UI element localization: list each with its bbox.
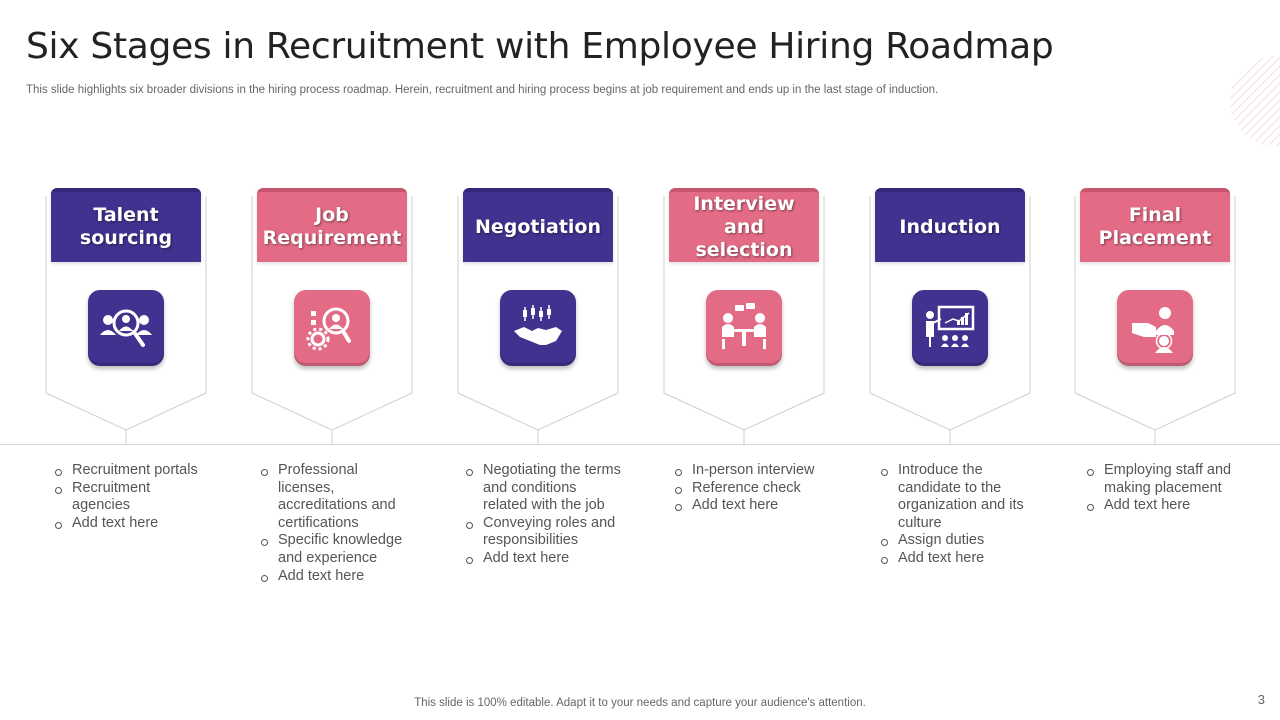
list-item: Introduce the candidate to the organization and its culture (878, 462, 1038, 532)
stage-title: Induction (899, 215, 1001, 238)
stage-list-job-requirement (258, 462, 418, 585)
list-item: Add text here (1084, 497, 1244, 515)
stage-card-interview-selection (663, 188, 825, 448)
list-item: Add text here (672, 497, 832, 515)
slide-subtitle: This slide highlights six broader divisions in the hiring process roadmap. Herein, recruitment and hiring process begins at job requirement and ends up in the last stage of induction. (26, 84, 939, 96)
list-item: Add text here (878, 550, 1038, 568)
list-item: In-person interview (672, 462, 832, 480)
list-item: Specific knowledge and experience (258, 532, 418, 567)
stage-card-job-requirement (251, 188, 413, 448)
list-item: Add text here (258, 568, 418, 586)
list-item: Reference check (672, 480, 832, 498)
stage-list-negotiation (463, 462, 623, 568)
stage-card-talent-sourcing (45, 188, 207, 448)
list-item: Employing staff and making placement (1084, 462, 1244, 497)
stage-title: Job Requirement (262, 204, 402, 249)
stage-title: Final Placement (1098, 204, 1212, 249)
interview-icon (706, 290, 782, 366)
list-item: Add text here (463, 550, 623, 568)
stage-list-talent-sourcing (52, 462, 212, 532)
stage-title: Interview and selection (693, 192, 795, 261)
presentation-icon (912, 290, 988, 366)
footer-note: This slide is 100% editable. Adapt it to your needs and capture your audience's attention. (414, 697, 866, 709)
list-item: Negotiating the terms and conditions related with the job (463, 462, 623, 515)
list-item: Recruitment portals (52, 462, 212, 480)
stage-title-box (51, 188, 201, 262)
placement-icon (1117, 290, 1193, 366)
stage-title-box (875, 188, 1025, 262)
list-item: Assign duties (878, 532, 1038, 550)
stage-list-interview-selection (672, 462, 832, 515)
stage-title-box (669, 188, 819, 262)
handshake-icon (500, 290, 576, 366)
stage-title-box (1080, 188, 1230, 262)
requirement-gear-icon (294, 290, 370, 366)
stage-card-induction (869, 188, 1031, 448)
slide-title: Six Stages in Recruitment with Employee Hiring Roadmap (26, 26, 1054, 67)
talent-search-icon (88, 290, 164, 366)
list-item: Recruitment agencies (52, 480, 212, 515)
stage-title: Negotiation (474, 215, 602, 238)
stage-card-negotiation (457, 188, 619, 448)
list-item: Professional licenses, accreditations and certifications (258, 462, 418, 532)
page-number: 3 (1257, 692, 1265, 707)
stage-list-induction (878, 462, 1038, 568)
stage-list-final-placement (1084, 462, 1244, 515)
stage-title-box (257, 188, 407, 262)
decorative-stripe-circle (1230, 56, 1280, 146)
stage-card-final-placement (1074, 188, 1236, 448)
stage-title-box (463, 188, 613, 262)
list-item: Add text here (52, 515, 212, 533)
stage-title: Talent sourcing (79, 204, 173, 249)
list-item: Conveying roles and responsibilities (463, 515, 623, 550)
